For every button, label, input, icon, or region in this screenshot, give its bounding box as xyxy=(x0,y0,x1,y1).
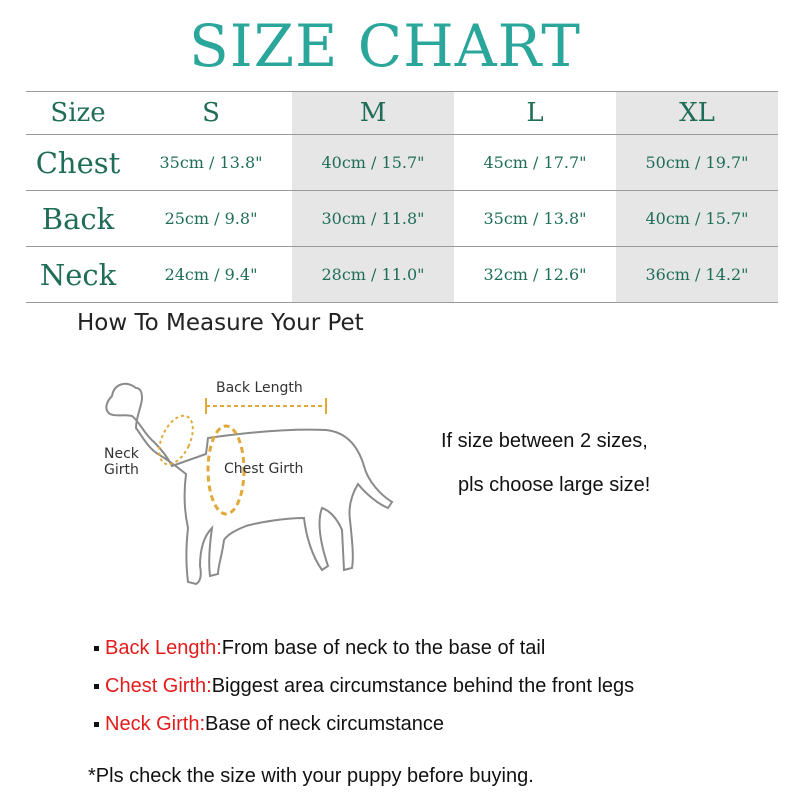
size-m: M xyxy=(292,92,454,135)
table-cell: 25cm / 9.8" xyxy=(130,191,292,247)
table-cell: 30cm / 11.8" xyxy=(292,191,454,247)
list-item xyxy=(94,671,634,709)
page-title: SIZE CHART xyxy=(189,12,581,80)
table-cell: 40cm / 15.7" xyxy=(292,135,454,191)
how-to-heading: How To Measure Your Pet xyxy=(77,310,364,336)
measure-definitions xyxy=(94,633,634,747)
size-l: L xyxy=(454,92,616,135)
bullet-term: Back Length: xyxy=(105,637,222,659)
size-header-row xyxy=(26,92,778,135)
back-length-label: Back Length xyxy=(216,380,303,396)
dog-measure-diagram xyxy=(96,370,396,600)
bullet-term: Neck Girth: xyxy=(105,713,206,735)
size-header-label: Size xyxy=(26,92,130,135)
chest-girth-label: Chest Girth xyxy=(224,461,304,477)
bullet-icon xyxy=(94,646,99,651)
bullet-desc: From base of neck to the base of tail xyxy=(221,637,546,659)
neck-label: Neck xyxy=(26,247,130,303)
bullet-icon xyxy=(94,684,99,689)
table-cell: 50cm / 19.7" xyxy=(616,135,778,191)
table-cell: 28cm / 11.0" xyxy=(292,247,454,303)
table-cell: 35cm / 13.8" xyxy=(130,135,292,191)
size-note-line-1: If size between 2 sizes, xyxy=(441,430,648,452)
table-cell: 40cm / 15.7" xyxy=(616,191,778,247)
neck-girth-label-2: Girth xyxy=(104,462,139,478)
neck-row xyxy=(26,247,778,303)
bullet-icon xyxy=(94,722,99,727)
list-item xyxy=(94,709,634,747)
footer-note: *Pls check the size with your puppy before buying. xyxy=(88,765,534,787)
size-s: S xyxy=(130,92,292,135)
table-cell: 36cm / 14.2" xyxy=(616,247,778,303)
bullet-desc: Biggest area circumstance behind the front legs xyxy=(211,675,635,697)
table-cell: 35cm / 13.8" xyxy=(454,191,616,247)
table-cell: 45cm / 17.7" xyxy=(454,135,616,191)
size-note-line-2: pls choose large size! xyxy=(458,474,651,496)
chest-label: Chest xyxy=(26,135,130,191)
table-cell: 32cm / 12.6" xyxy=(454,247,616,303)
bullet-term: Chest Girth: xyxy=(105,675,212,697)
neck-girth-label-1: Neck xyxy=(104,446,139,462)
chest-row xyxy=(26,135,778,191)
table-cell: 24cm / 9.4" xyxy=(130,247,292,303)
back-label: Back xyxy=(26,191,130,247)
neck-girth-loop xyxy=(152,411,199,470)
back-row xyxy=(26,191,778,247)
size-xl: XL xyxy=(616,92,778,135)
dog-outline-icon xyxy=(106,384,392,584)
list-item xyxy=(94,633,634,671)
bullet-desc: Base of neck circumstance xyxy=(205,713,445,735)
size-table xyxy=(26,91,778,303)
